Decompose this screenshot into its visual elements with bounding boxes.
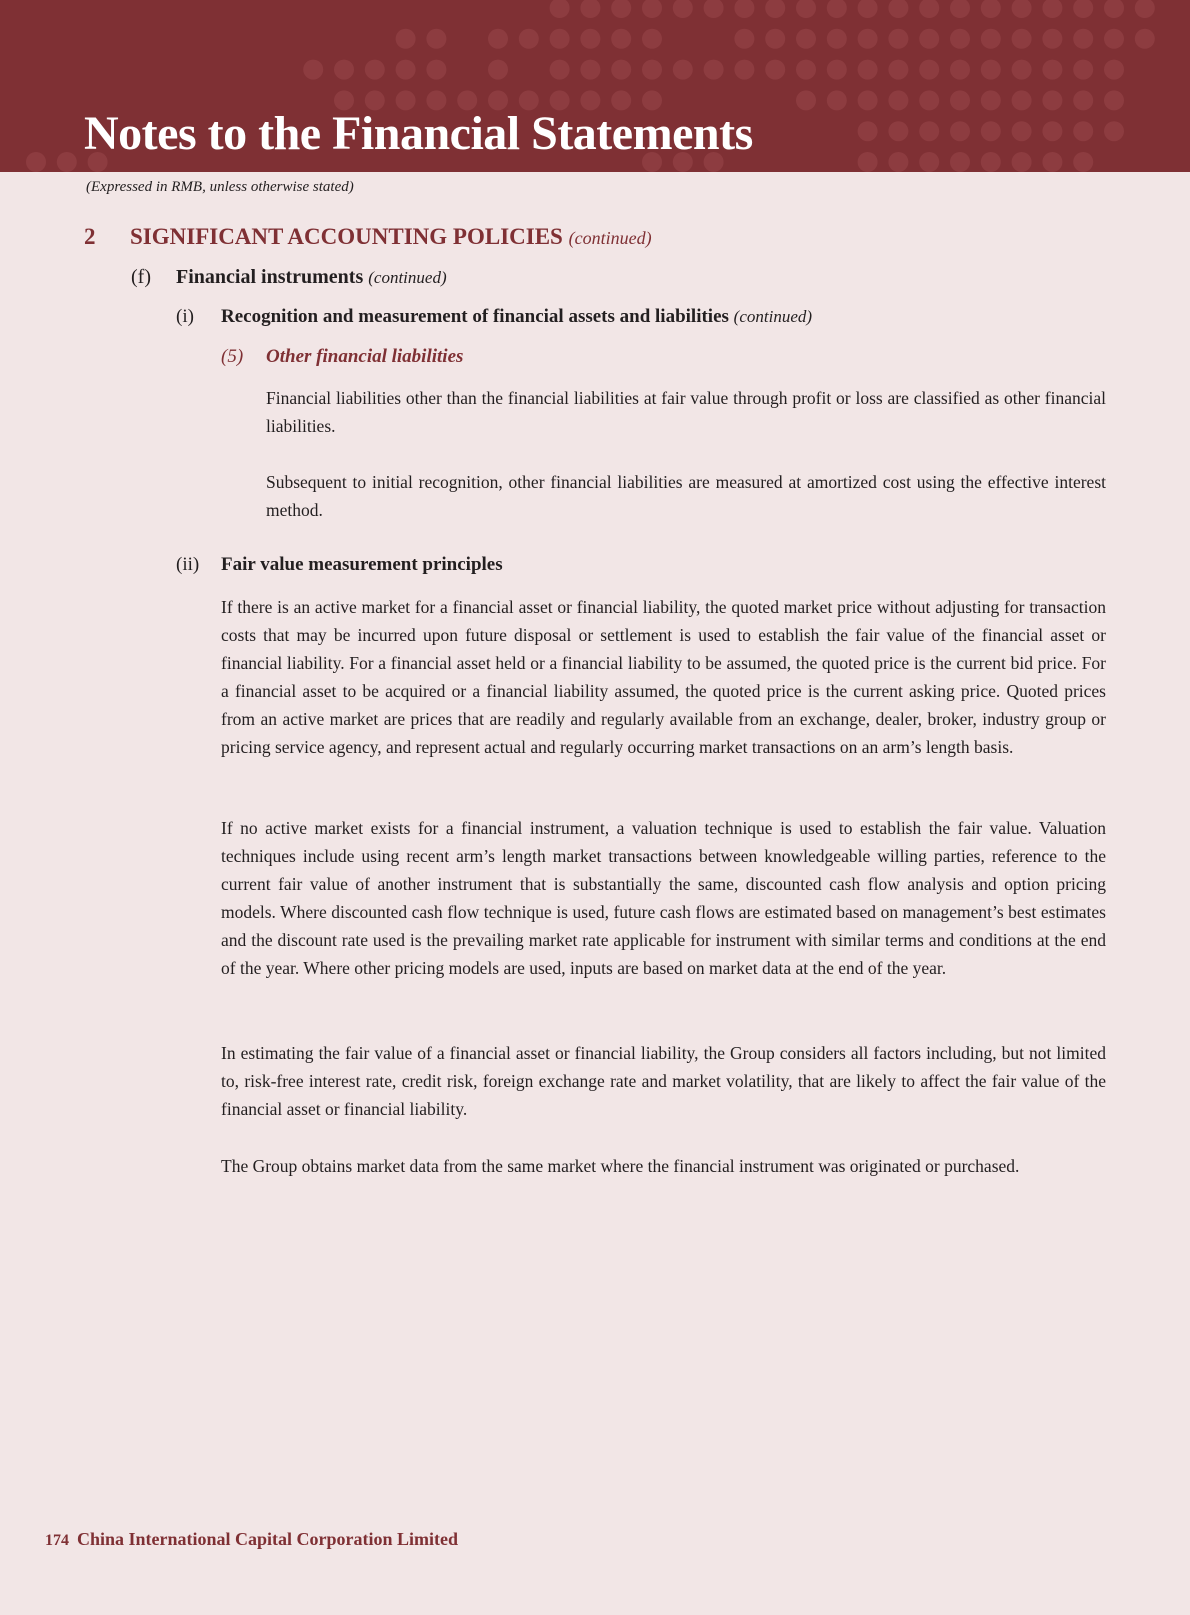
header-decoration-dot <box>1073 121 1093 141</box>
header-decoration-dot <box>1104 29 1124 49</box>
header-decoration-dot <box>981 121 1001 141</box>
header-decoration-dot <box>1135 0 1155 18</box>
header-decoration-dot <box>981 29 1001 49</box>
header-decoration-dot <box>334 60 354 80</box>
subsection-i-title: Recognition and measurement of financial assets and liabilities <box>221 306 729 327</box>
header-decoration-dot <box>1012 152 1032 172</box>
section-continued: (continued) <box>568 228 652 248</box>
header-decoration-dot <box>550 0 570 18</box>
header-decoration-dot <box>796 90 816 110</box>
header-decoration-dot <box>858 121 878 141</box>
header-decoration-dot <box>303 60 323 80</box>
header-decoration-dot <box>765 0 785 18</box>
header-decoration-dot <box>827 90 847 110</box>
header-decoration-dot <box>1073 90 1093 110</box>
header-decoration-dot <box>734 29 754 49</box>
subsection-i-continued: (continued) <box>733 307 813 326</box>
header-decoration-dot <box>888 60 908 80</box>
header-decoration-dot <box>919 60 939 80</box>
header-decoration-dot <box>1012 121 1032 141</box>
header-decoration-dot <box>827 29 847 49</box>
subsection-f-continued: (continued) <box>368 268 447 287</box>
header-decoration-dot <box>1042 121 1062 141</box>
item-5-paragraph-1: Financial liabilities other than the financial liabilities at fair value through profit or loss are classified as other financial liabilities. <box>266 388 1106 436</box>
header-decoration-dot <box>488 29 508 49</box>
header-decoration-dot <box>1073 29 1093 49</box>
header-decoration-dot <box>888 29 908 49</box>
header-decoration-dot <box>426 60 446 80</box>
header-band <box>0 0 1190 172</box>
header-decoration-dot <box>734 60 754 80</box>
section-number: 2 <box>84 224 96 249</box>
subsection-ii-heading <box>176 554 503 576</box>
subsection-ii-paragraph-1: If there is an active market for a financial asset or financial liability, the quoted market price without adjusting for transaction costs that may be incurred upon future disposal or settlement is used to establish the fair value of the financial asset or financial liability. For a financial asset held or a financial liability to be assumed, the quoted price is the current bid price. For a financial asset to be acquired or a financial liability assumed, the quoted price is the current asking price. Quoted prices from an active market are prices that are readily and regularly available from an exchange, dealer, broker, industry group or pricing service agency, and represent actual and regularly occurring market transactions on an arm’s length basis. <box>221 597 1106 757</box>
header-decoration-dot <box>765 60 785 80</box>
header-decoration-dot <box>1073 152 1093 172</box>
header-decoration-dot <box>1012 29 1032 49</box>
header-decoration-dot <box>1042 152 1062 172</box>
header-decoration-dot <box>1012 60 1032 80</box>
section-title: SIGNIFICANT ACCOUNTING POLICIES <box>130 224 563 249</box>
subsection-ii-number: (ii) <box>176 554 200 575</box>
header-decoration-dot <box>1012 0 1032 18</box>
header-decoration-dot <box>673 60 693 80</box>
header-decoration-dot <box>827 0 847 18</box>
header-decoration-dot <box>888 121 908 141</box>
subsection-ii-title: Fair value measurement principles <box>221 554 503 575</box>
header-decoration-dot <box>1104 90 1124 110</box>
header-decoration-dot <box>396 60 416 80</box>
header-decoration-dot <box>1135 29 1155 49</box>
item-5-heading <box>221 346 463 368</box>
header-decoration-dot <box>888 90 908 110</box>
footer-company-name: China International Capital Corporation Limited <box>77 1529 459 1549</box>
header-decoration-dot <box>57 152 77 172</box>
header-decoration-dot <box>796 0 816 18</box>
header-decoration-dot <box>796 29 816 49</box>
header-decoration-dot <box>704 60 724 80</box>
header-decoration-dot <box>488 60 508 80</box>
header-decoration-dot <box>1104 121 1124 141</box>
header-decoration-dot <box>550 60 570 80</box>
header-decoration-dot <box>1042 90 1062 110</box>
header-decoration-dot <box>642 60 662 80</box>
header-decoration-dot <box>580 0 600 18</box>
section-heading <box>84 224 652 250</box>
header-decoration-dot <box>950 29 970 49</box>
header-decoration-dot <box>919 121 939 141</box>
subsection-ii-paragraph-3: In estimating the fair value of a financial asset or financial liability, the Group considers all factors including, but not limited to, risk-free interest rate, credit risk, foreign exchange rate and market volatility, that are likely to affect the fair value of the financial asset or financial liability. <box>221 1043 1106 1119</box>
item-5-number: (5) <box>221 346 244 367</box>
header-decoration-dot <box>642 29 662 49</box>
header-decoration-dot <box>796 60 816 80</box>
header-decoration-dot <box>950 152 970 172</box>
header-decoration-dot <box>981 90 1001 110</box>
header-decoration-dot <box>365 60 385 80</box>
header-decoration-dot <box>858 152 878 172</box>
header-decoration-dot <box>888 152 908 172</box>
item-5-paragraph-2: Subsequent to initial recognition, other financial liabilities are measured at amortized cost using the effective interest method. <box>266 472 1106 520</box>
header-decoration-dot <box>1104 60 1124 80</box>
header-decoration-dot <box>1073 60 1093 80</box>
header-decoration-dot <box>950 0 970 18</box>
header-decoration-dot <box>919 152 939 172</box>
header-decoration-dot <box>580 60 600 80</box>
subsection-ii-paragraph-2: If no active market exists for a financial instrument, a valuation technique is used to establish the fair value. Valuation techniques include using recent arm’s length market transactions between knowledgeable willing parties, reference to the current fair value of another instrument that is substantially the same, discounted cash flow analysis and option pricing models. Where discounted cash flow technique is used, future cash flows are estimated based on management’s best estimates and the discount rate used is the prevailing market rate applicable for instrument with similar terms and conditions at the end of the year. Where other pricing models are used, inputs are based on market data at the end of the year. <box>221 818 1106 978</box>
item-5-title: Other financial liabilities <box>266 346 464 367</box>
header-decoration-dot <box>642 0 662 18</box>
header-decoration-dot <box>981 60 1001 80</box>
header-decoration-dot <box>611 0 631 18</box>
header-decoration-dot <box>858 29 878 49</box>
header-decoration-dot <box>858 0 878 18</box>
page-subtitle: (Expressed in RMB, unless otherwise stated) <box>86 179 354 195</box>
subsection-ii-paragraph-4: The Group obtains market data from the same market where the financial instrument was originated or purchased. <box>221 1156 1020 1176</box>
header-decoration-dot <box>888 0 908 18</box>
header-decoration-dot <box>827 60 847 80</box>
header-decoration-dot <box>981 152 1001 172</box>
header-decoration-dot <box>919 90 939 110</box>
subsection-i-number: (i) <box>176 306 194 327</box>
header-decoration-dot <box>396 29 416 49</box>
header-decoration-dot <box>919 0 939 18</box>
header-decoration-dot <box>580 29 600 49</box>
header-decoration-dot <box>426 29 446 49</box>
header-decoration-dot <box>981 0 1001 18</box>
footer-page-number: 174 <box>45 1532 69 1549</box>
header-decoration-dot <box>858 90 878 110</box>
header-decoration-dot <box>1042 0 1062 18</box>
header-decoration-dot <box>519 29 539 49</box>
header-decoration-dot <box>950 90 970 110</box>
header-decoration-dot <box>1012 90 1032 110</box>
header-decoration-dot <box>1104 0 1124 18</box>
header-decoration-dot <box>26 152 46 172</box>
header-decoration-dot <box>1042 60 1062 80</box>
header-decoration-dot <box>550 29 570 49</box>
subsection-f-heading <box>131 266 447 289</box>
header-decoration-dot <box>611 29 631 49</box>
header-decoration-dot <box>765 29 785 49</box>
header-decoration-dot <box>611 60 631 80</box>
header-decoration-dot <box>919 29 939 49</box>
subsection-i-heading <box>176 306 812 328</box>
header-decoration-dot <box>1042 29 1062 49</box>
page-title: Notes to the Financial Statements <box>84 107 753 160</box>
header-decoration-dot <box>950 121 970 141</box>
page-footer <box>45 1529 458 1550</box>
header-decoration-dot <box>673 0 693 18</box>
header-decoration-dot <box>950 60 970 80</box>
header-decoration-dot <box>1073 0 1093 18</box>
subsection-f-number: (f) <box>131 266 151 288</box>
header-decoration-dot <box>704 0 724 18</box>
header-decoration-dot <box>858 60 878 80</box>
header-decoration-dot <box>734 0 754 18</box>
subsection-f-title: Financial instruments <box>176 266 364 288</box>
